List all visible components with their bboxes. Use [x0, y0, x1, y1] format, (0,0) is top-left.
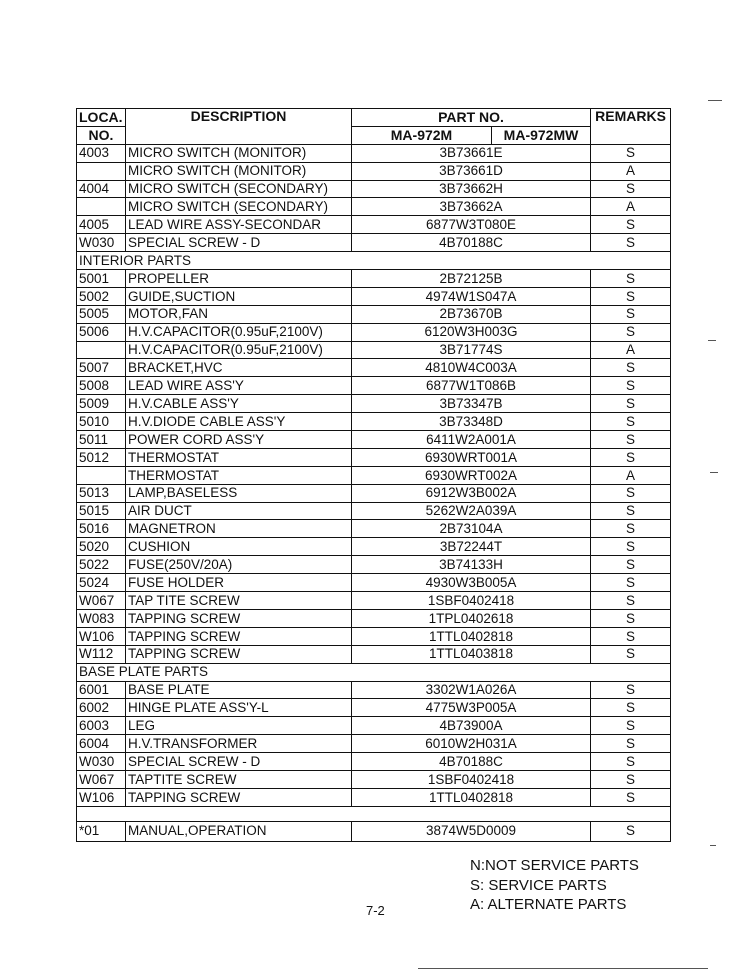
- model-header: MA-972MW: [492, 126, 591, 144]
- remarks-cell: S: [591, 216, 671, 234]
- description-cell: TAPTITE SCREW: [126, 770, 352, 788]
- remarks-cell: S: [591, 520, 671, 538]
- remarks-cell: S: [591, 753, 671, 771]
- legend-not-service: N:NOT SERVICE PARTS: [470, 857, 639, 874]
- remarks-cell: S: [591, 538, 671, 556]
- part-number-cell: 6120W3H003G: [352, 323, 591, 341]
- part-number-cell: 2B73104A: [352, 520, 591, 538]
- table-row: [77, 341, 671, 359]
- table-row: [77, 448, 671, 466]
- remarks-cell: A: [591, 466, 671, 484]
- remarks-cell: S: [591, 287, 671, 305]
- part-no-header: PART NO.: [352, 109, 591, 127]
- part-number-cell: 3302W1A026A: [352, 681, 591, 699]
- part-number-cell: 4930W3B005A: [352, 574, 591, 592]
- table-row: [77, 395, 671, 413]
- loc-cell: 5007: [77, 359, 126, 377]
- loc-cell: 5022: [77, 556, 126, 574]
- loc-cell: 5009: [77, 395, 126, 413]
- description-cell: H.V.CABLE ASS'Y: [126, 395, 352, 413]
- table-row: [77, 520, 671, 538]
- table-row: [77, 788, 671, 806]
- remarks-cell: S: [591, 502, 671, 520]
- description-cell: TAPPING SCREW: [126, 645, 352, 663]
- loc-cell: W112: [77, 645, 126, 663]
- part-number-cell: 4974W1S047A: [352, 287, 591, 305]
- table-row: [77, 556, 671, 574]
- table-row: [77, 270, 671, 288]
- description-cell: H.V.CAPACITOR(0.95uF,2100V): [126, 341, 352, 359]
- table-row: [77, 359, 671, 377]
- bottom-rule: [418, 968, 708, 969]
- loc-cell: 6004: [77, 735, 126, 753]
- loc-cell: 5013: [77, 484, 126, 502]
- page-number: 7-2: [366, 903, 385, 918]
- remarks-cell: S: [591, 627, 671, 645]
- parts-body: [77, 144, 671, 841]
- loc-cell: 5005: [77, 305, 126, 323]
- table-row: [77, 162, 671, 180]
- part-number-cell: 1TTL0402818: [352, 788, 591, 806]
- table-row: [77, 681, 671, 699]
- table-row: [77, 198, 671, 216]
- remarks-cell: S: [591, 395, 671, 413]
- remarks-cell: S: [591, 645, 671, 663]
- part-number-cell: 3B73662H: [352, 180, 591, 198]
- remarks-cell: S: [591, 735, 671, 753]
- table-row: [77, 431, 671, 449]
- description-cell: SPECIAL SCREW - D: [126, 234, 352, 252]
- table-row: [77, 413, 671, 431]
- part-number-cell: 6930WRT002A: [352, 466, 591, 484]
- loc-cell: *01: [77, 821, 126, 841]
- part-number-cell: 4B70188C: [352, 234, 591, 252]
- table-row: [77, 323, 671, 341]
- part-number-cell: 4B73900A: [352, 717, 591, 735]
- description-cell: CUSHION: [126, 538, 352, 556]
- description-cell: MICRO SWITCH (MONITOR): [126, 144, 352, 162]
- loc-cell: 5008: [77, 377, 126, 395]
- description-cell: MAGNETRON: [126, 520, 352, 538]
- part-number-cell: 6877W1T086B: [352, 377, 591, 395]
- table-row: [77, 287, 671, 305]
- table-row: [77, 645, 671, 663]
- description-cell: H.V.TRANSFORMER: [126, 735, 352, 753]
- description-cell: AIR DUCT: [126, 502, 352, 520]
- description-cell: POWER CORD ASS'Y: [126, 431, 352, 449]
- part-number-cell: 2B73670B: [352, 305, 591, 323]
- spacer-cell: [77, 806, 671, 821]
- remarks-cell: S: [591, 431, 671, 449]
- remarks-cell: S: [591, 448, 671, 466]
- description-cell: GUIDE,SUCTION: [126, 287, 352, 305]
- description-cell: TAPPING SCREW: [126, 609, 352, 627]
- loca-header: LOCA.: [77, 109, 126, 127]
- description-header: DESCRIPTION: [126, 109, 352, 145]
- loc-cell: 5020: [77, 538, 126, 556]
- description-cell: TAP TITE SCREW: [126, 592, 352, 610]
- loc-cell: 5015: [77, 502, 126, 520]
- table-row: [77, 377, 671, 395]
- part-number-cell: 3B74133H: [352, 556, 591, 574]
- loc-cell: 6002: [77, 699, 126, 717]
- table-row: [77, 234, 671, 252]
- remarks-cell: S: [591, 788, 671, 806]
- table-row: [77, 538, 671, 556]
- part-number-cell: 4810W4C003A: [352, 359, 591, 377]
- remarks-cell: S: [591, 821, 671, 841]
- remarks-cell: S: [591, 180, 671, 198]
- loc-cell: 4004: [77, 180, 126, 198]
- table-row: [77, 305, 671, 323]
- table-row: [77, 717, 671, 735]
- loc-cell: [77, 341, 126, 359]
- table-row: [77, 592, 671, 610]
- section-row: [77, 252, 671, 270]
- description-cell: TAPPING SCREW: [126, 627, 352, 645]
- description-cell: HINGE PLATE ASS'Y-L: [126, 699, 352, 717]
- table-row: [77, 466, 671, 484]
- description-cell: TAPPING SCREW: [126, 788, 352, 806]
- loc-cell: 5006: [77, 323, 126, 341]
- remarks-cell: S: [591, 699, 671, 717]
- remarks-cell: S: [591, 592, 671, 610]
- description-cell: MANUAL,OPERATION: [126, 821, 352, 841]
- part-number-cell: 6912W3B002A: [352, 484, 591, 502]
- parts-table: [76, 108, 671, 842]
- loc-cell: [77, 466, 126, 484]
- loc-cell: [77, 198, 126, 216]
- part-number-cell: 3B71774S: [352, 341, 591, 359]
- loc-cell: 5016: [77, 520, 126, 538]
- table-row: [77, 770, 671, 788]
- remarks-cell: S: [591, 574, 671, 592]
- description-cell: MICRO SWITCH (MONITOR): [126, 162, 352, 180]
- loc-cell: 6001: [77, 681, 126, 699]
- loc-cell: 5012: [77, 448, 126, 466]
- remarks-cell: S: [591, 413, 671, 431]
- legend-alternate: A: ALTERNATE PARTS: [470, 896, 627, 913]
- table-row: [77, 574, 671, 592]
- table-row: [77, 180, 671, 198]
- description-cell: MICRO SWITCH (SECONDARY): [126, 198, 352, 216]
- part-number-cell: 6411W2A001A: [352, 431, 591, 449]
- loc-cell: 4003: [77, 144, 126, 162]
- loc-cell: W030: [77, 234, 126, 252]
- loc-cell: 5010: [77, 413, 126, 431]
- part-number-cell: 6010W2H031A: [352, 735, 591, 753]
- loc-cell: W067: [77, 592, 126, 610]
- remarks-cell: A: [591, 198, 671, 216]
- table-row: [77, 144, 671, 162]
- loc-cell: [77, 162, 126, 180]
- loc-cell: 5002: [77, 287, 126, 305]
- part-number-cell: 3B73661D: [352, 162, 591, 180]
- remarks-cell: S: [591, 770, 671, 788]
- part-number-cell: 3B73348D: [352, 413, 591, 431]
- loc-cell: W106: [77, 788, 126, 806]
- remarks-cell: A: [591, 162, 671, 180]
- remarks-cell: S: [591, 234, 671, 252]
- table-row: [77, 484, 671, 502]
- remarks-cell: A: [591, 341, 671, 359]
- remarks-cell: S: [591, 377, 671, 395]
- loc-cell: 6003: [77, 717, 126, 735]
- remarks-cell: S: [591, 305, 671, 323]
- description-cell: THERMOSTAT: [126, 448, 352, 466]
- description-cell: FUSE HOLDER: [126, 574, 352, 592]
- description-cell: THERMOSTAT: [126, 466, 352, 484]
- loc-cell: W083: [77, 609, 126, 627]
- table-row: [77, 753, 671, 771]
- part-number-cell: 3B73347B: [352, 395, 591, 413]
- section-title: BASE PLATE PARTS: [77, 663, 671, 681]
- remarks-cell: S: [591, 717, 671, 735]
- loc-cell: 5011: [77, 431, 126, 449]
- part-number-cell: 1TTL0403818: [352, 645, 591, 663]
- edge-mark: [708, 100, 722, 101]
- loc-cell: W030: [77, 753, 126, 771]
- table-row: [77, 627, 671, 645]
- description-cell: MICRO SWITCH (SECONDARY): [126, 180, 352, 198]
- description-cell: SPECIAL SCREW - D: [126, 753, 352, 771]
- remarks-cell: S: [591, 681, 671, 699]
- loc-cell: W106: [77, 627, 126, 645]
- loc-cell: 5001: [77, 270, 126, 288]
- remarks-cell: S: [591, 323, 671, 341]
- spacer-row: [77, 806, 671, 821]
- section-title: INTERIOR PARTS: [77, 252, 671, 270]
- remarks-cell: S: [591, 484, 671, 502]
- loc-cell: 4005: [77, 216, 126, 234]
- table-header-row: [77, 109, 671, 127]
- remarks-cell: S: [591, 556, 671, 574]
- description-cell: PROPELLER: [126, 270, 352, 288]
- part-number-cell: 3B72244T: [352, 538, 591, 556]
- edge-mark: [710, 845, 716, 846]
- description-cell: LEG: [126, 717, 352, 735]
- loc-cell: 5024: [77, 574, 126, 592]
- description-cell: H.V.DIODE CABLE ASS'Y: [126, 413, 352, 431]
- part-number-cell: 3B73661E: [352, 144, 591, 162]
- loc-cell: W067: [77, 770, 126, 788]
- part-number-cell: 5262W2A039A: [352, 502, 591, 520]
- table-row: [77, 699, 671, 717]
- part-number-cell: 1SBF0402418: [352, 770, 591, 788]
- legend-service: S: SERVICE PARTS: [470, 877, 607, 894]
- part-number-cell: 3B73662A: [352, 198, 591, 216]
- table-row: [77, 502, 671, 520]
- description-cell: MOTOR,FAN: [126, 305, 352, 323]
- part-number-cell: 1TTL0402818: [352, 627, 591, 645]
- part-number-cell: 6930WRT001A: [352, 448, 591, 466]
- part-number-cell: 4B70188C: [352, 753, 591, 771]
- no-header: NO.: [77, 126, 126, 144]
- edge-mark: [710, 472, 718, 473]
- description-cell: BASE PLATE: [126, 681, 352, 699]
- description-cell: LEAD WIRE ASS'Y: [126, 377, 352, 395]
- part-number-cell: 2B72125B: [352, 270, 591, 288]
- section-row: [77, 663, 671, 681]
- table-row: [77, 216, 671, 234]
- description-cell: BRACKET,HVC: [126, 359, 352, 377]
- part-number-cell: 4775W3P005A: [352, 699, 591, 717]
- remarks-cell: S: [591, 144, 671, 162]
- part-number-cell: 6877W3T080E: [352, 216, 591, 234]
- remarks-cell: S: [591, 270, 671, 288]
- remarks-cell: S: [591, 359, 671, 377]
- part-number-cell: 1SBF0402418: [352, 592, 591, 610]
- table-row: [77, 735, 671, 753]
- description-cell: FUSE(250V/20A): [126, 556, 352, 574]
- table-row: [77, 821, 671, 841]
- description-cell: LEAD WIRE ASSY-SECONDAR: [126, 216, 352, 234]
- part-number-cell: 1TPL0402618: [352, 609, 591, 627]
- remarks-cell: S: [591, 609, 671, 627]
- edge-mark: [708, 340, 716, 341]
- table-row: [77, 609, 671, 627]
- description-cell: LAMP,BASELESS: [126, 484, 352, 502]
- model-header: MA-972M: [352, 126, 492, 144]
- remarks-header: REMARKS: [591, 109, 671, 145]
- part-number-cell: 3874W5D0009: [352, 821, 591, 841]
- description-cell: H.V.CAPACITOR(0.95uF,2100V): [126, 323, 352, 341]
